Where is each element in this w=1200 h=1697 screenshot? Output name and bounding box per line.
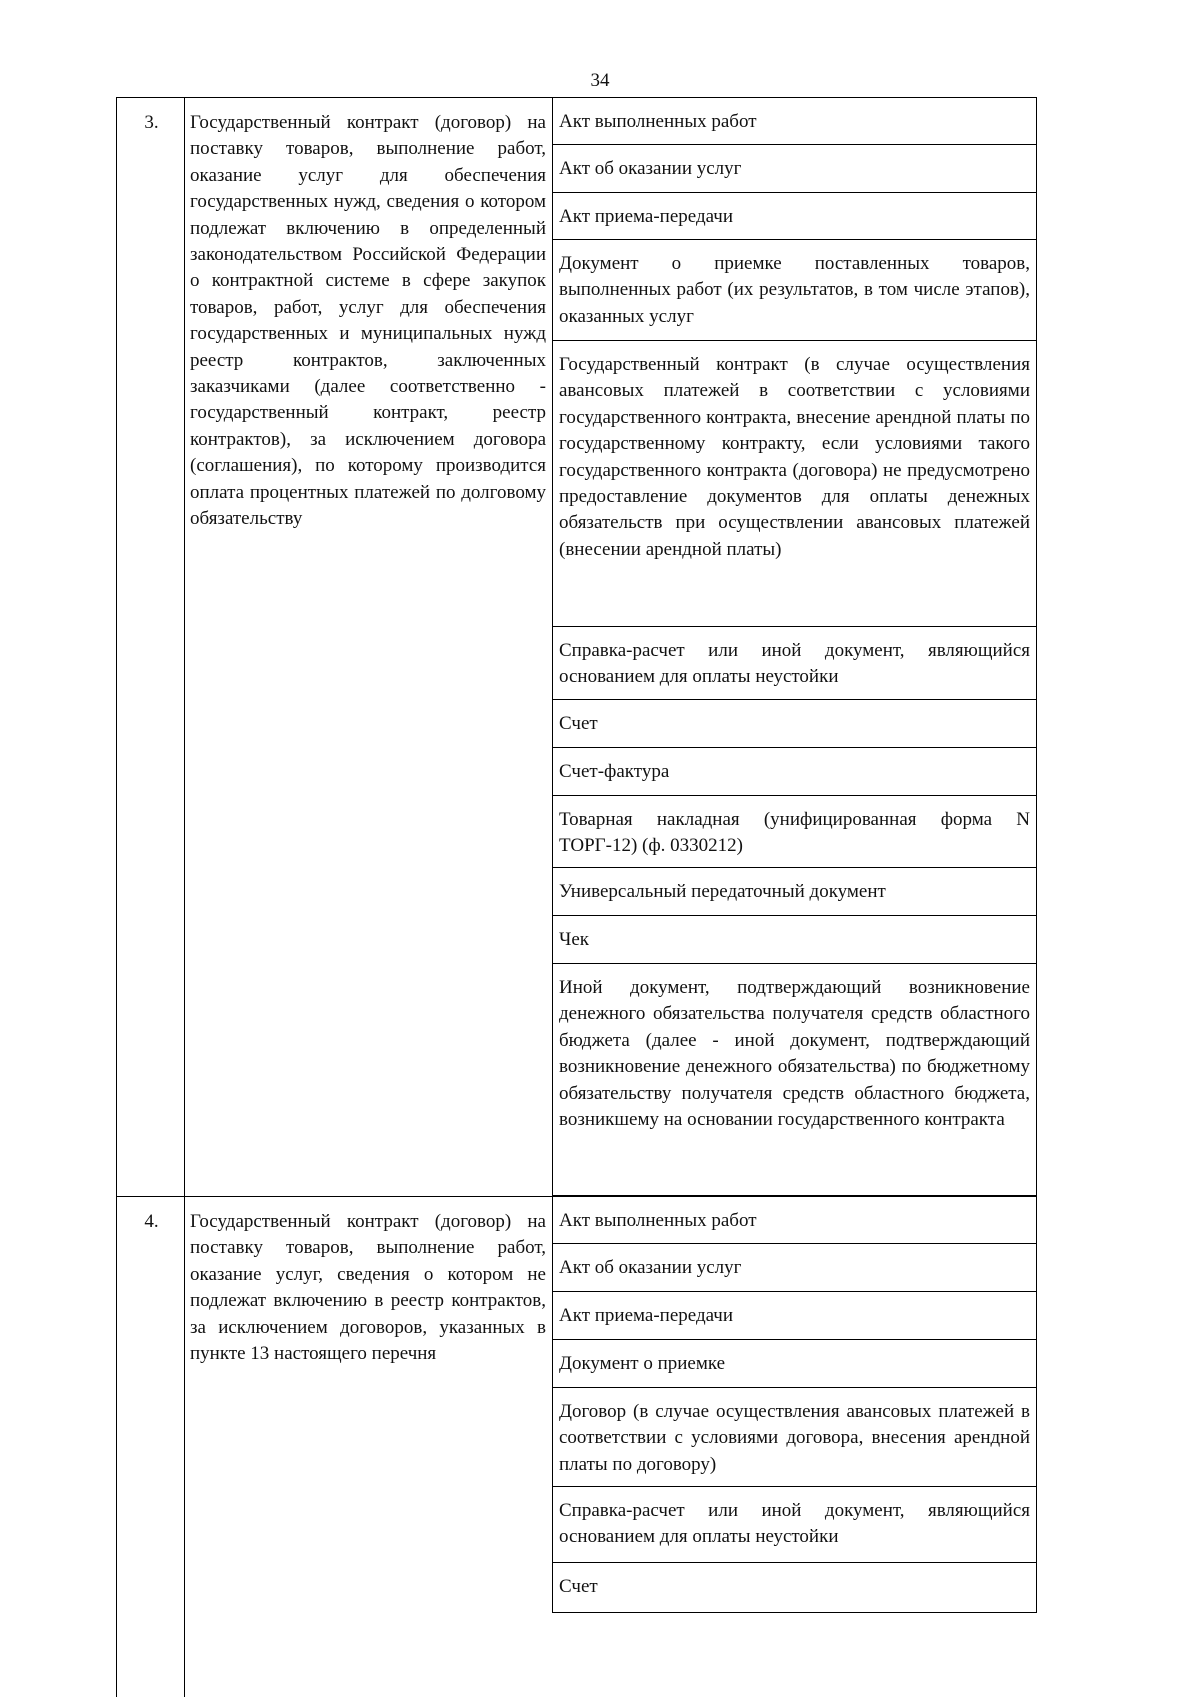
contract-type-cell bbox=[184, 97, 552, 1196]
document-item: Акт выполненных работ bbox=[552, 1196, 1037, 1244]
document-item: Справка-расчет или иной документ, являющийся основанием для оплаты неустойки bbox=[552, 626, 1037, 700]
contract-type-text: Государственный контракт (договор) на поставку товаров, выполнение работ, оказание услуг, сведения о котором не подлежат включению в реестр контрактов, за исключением договоров, указанных в пункте 13 настоящего перечня bbox=[190, 1211, 546, 1365]
document-item: Договор (в случае осуществления авансовых платежей в соответствии с условиями договора, внесения арендной платы по договору) bbox=[552, 1387, 1037, 1487]
document-item: Справка-расчет или иной документ, являющийся основанием для оплаты неустойки bbox=[552, 1486, 1037, 1563]
document-item: Иной документ, подтверждающий возникновение денежного обязательства получателя средств областного бюджета (далее - иной документ, подтверждающий возникновение денежного обязательства) по бюджетному обязательству получателя средств областного бюджета, возникшему на основании государственного контракта bbox=[552, 963, 1037, 1196]
document-item: Счет bbox=[552, 1562, 1037, 1613]
contract-type-cell bbox=[184, 1196, 552, 1697]
row-number: 4. bbox=[144, 1211, 159, 1232]
document-item: Счет-фактура bbox=[552, 747, 1037, 796]
contract-type-text: Государственный контракт (договор) на поставку товаров, выполнение работ, оказание услуг для обеспечения государственных нужд, сведения о котором подлежат включению в определенный законодательством Российской Федерации о контрактной системе в сфере закупок товаров, работ, услуг для обеспечения государственных и муниципальных нужд реестр контрактов, заключенных заказчиками (далее соответственно - государственный контракт, реестр контрактов), за исключением договора (соглашения), по которому производится оплата процентных платежей по долговому обязательству bbox=[190, 112, 546, 530]
document-item: Акт приема-передачи bbox=[552, 1291, 1037, 1340]
row-number-cell bbox=[116, 97, 185, 1196]
page-number: 34 bbox=[590, 70, 610, 91]
document-item: Чек bbox=[552, 915, 1037, 964]
document-item: Товарная накладная (унифицированная форма N ТОРГ-12) (ф. 0330212) bbox=[552, 795, 1037, 868]
document-item: Документ о приемке поставленных товаров, выполненных работ (их результатов, в том числе этапов), оказанных услуг bbox=[552, 239, 1037, 341]
document-item: Документ о приемке bbox=[552, 1339, 1037, 1388]
document-item: Акт выполненных работ bbox=[552, 97, 1037, 145]
row-number-cell bbox=[116, 1196, 185, 1697]
document-item: Акт приема-передачи bbox=[552, 192, 1037, 240]
document-item: Акт об оказании услуг bbox=[552, 144, 1037, 193]
row-number: 3. bbox=[144, 112, 159, 133]
document-item: Универсальный передаточный документ bbox=[552, 867, 1037, 916]
document-item: Акт об оказании услуг bbox=[552, 1243, 1037, 1292]
document-item: Государственный контракт (в случае осуществления авансовых платежей в соответствии с условиями государственного контракта, внесение арендной платы по государственному контракту, если условиями такого государственного контракта (договора) не предусмотрено предоставление документов для оплаты денежных обязательств при осуществлении авансовых платежей (внесении арендной платы) bbox=[552, 340, 1037, 627]
document-item: Счет bbox=[552, 699, 1037, 748]
